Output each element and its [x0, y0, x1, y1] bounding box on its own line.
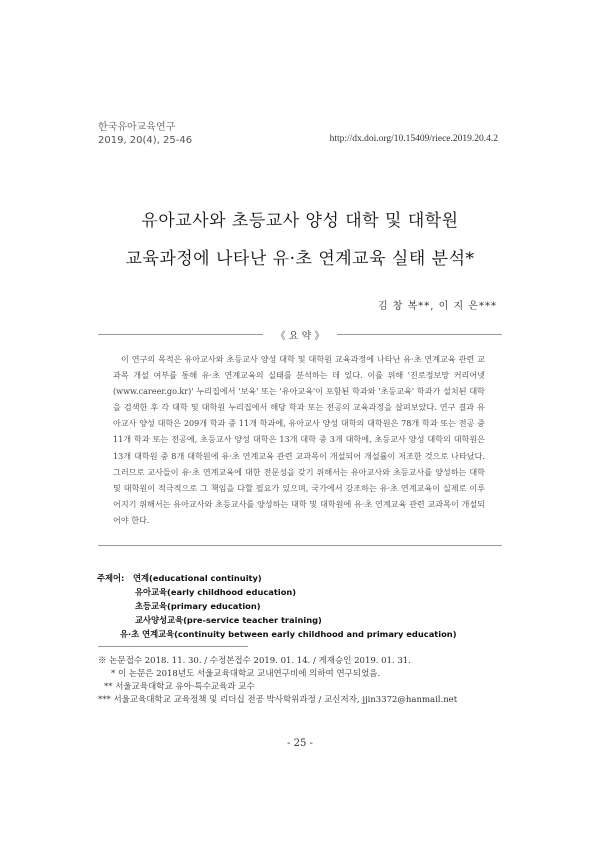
- journal-volume: 2019, 20(4), 25-46: [98, 135, 193, 146]
- authors: 김 창 복**, 이 지 은***: [377, 301, 497, 312]
- summary-rule-right: [337, 334, 502, 335]
- doi-link[interactable]: http://dx.doi.org/10.15409/riece.2019.20.4.2: [329, 134, 498, 144]
- summary-label: 《 요 약 》: [275, 331, 325, 342]
- keyword-item: 연계(educational continuity): [133, 573, 262, 583]
- page-number: - 25 -: [287, 738, 313, 749]
- footnote-author-2: *** 서울교육대학교 교육정책 및 리더십 전공 박사학위과정 / 교신저자, jjin3372@hanmail.net: [98, 695, 458, 705]
- footnote-dates: ※ 논문접수 2018. 11. 30. / 수정본접수 2019. 01. 14. / 게재승인 2019. 01. 31.: [98, 656, 411, 666]
- journal-name: 한국유아교육연구: [98, 122, 176, 133]
- abstract-bottom-rule: [98, 545, 502, 546]
- keyword-item: 초등교육(primary education): [135, 601, 261, 611]
- keyword-item: 교사양성교육(pre-service teacher training): [135, 615, 322, 625]
- journal-info: [98, 121, 192, 147]
- footnote-author-1: ** 서울교육대학교 유아·특수교육과 교수: [104, 682, 255, 692]
- keywords-label: 주제어:: [97, 573, 125, 583]
- title-line-2: 교육과정에 나타난 유·초 연계교육 실태 분석*: [125, 249, 475, 269]
- title-line-1: 유아교사와 초등교사 양성 대학 및 대학원: [141, 211, 459, 231]
- keyword-item: 유·초 연계교육(continuity between early childhood and primary education): [120, 629, 457, 639]
- footnote-funding: * 이 논문은 2018년도 서울교육대학교 교내연구비에 의하여 연구되었음.: [111, 669, 381, 679]
- summary-header: [98, 328, 502, 340]
- footnote-rule: [98, 646, 248, 647]
- abstract-text: 이 연구의 목적은 유아교사와 초등교사 양성 대학 및 대학원 교육과정에 나타난 유·초 연계교육 관련 교과목 개설 여부를 통해 유·초 연계교육의 실태를 분석하는 데 있다. 이를 위해 '진로정보망 커리어넷(www.career.go.kr)' 누리집에서 '보육' 또는 '유아교육'이 포함된 학과와 '초등교육' 학과가 설치된 대학을 검색한 후 각 대학 및 대학원 누리집에서 해당 학과 또는 전공의 교육과정을 살펴보았다. 연구 결과 유아교사 양성 대학은 209개 학과 중 11개 학과에, 유아교사 양성 대학의 대학원은 78개 학과 또는 전공 중 11개 학과 또는 전공에, 초등교사 양성 대학은 13개 대학 중 3개 대학에, 초등교사 양성 대학의 대학원은 13개 대학원 중 8개 대학원에 유·초 연계교육 관련 교과목이 개설되어 개설률이 저조한 것으로 나타났다. 그러므로 교사들이 유·초 연계교육에 대한 전문성을 갖기 위해서는 유아교사와 초등교사를 양성하는 대학 및 대학원이 적극적으로 그 책임을 다할 필요가 있으며, 국가에서 강조하는 유·초 연계교육이 실제로 이루어지기 위해서는 유아교사와 초등교사를 양성하는 대학 및 대학원에 유·초 연계교육 관련 교과목이 개설되어야 한다.: [113, 354, 485, 525]
- keyword-item: 유아교육(early childhood education): [135, 587, 297, 597]
